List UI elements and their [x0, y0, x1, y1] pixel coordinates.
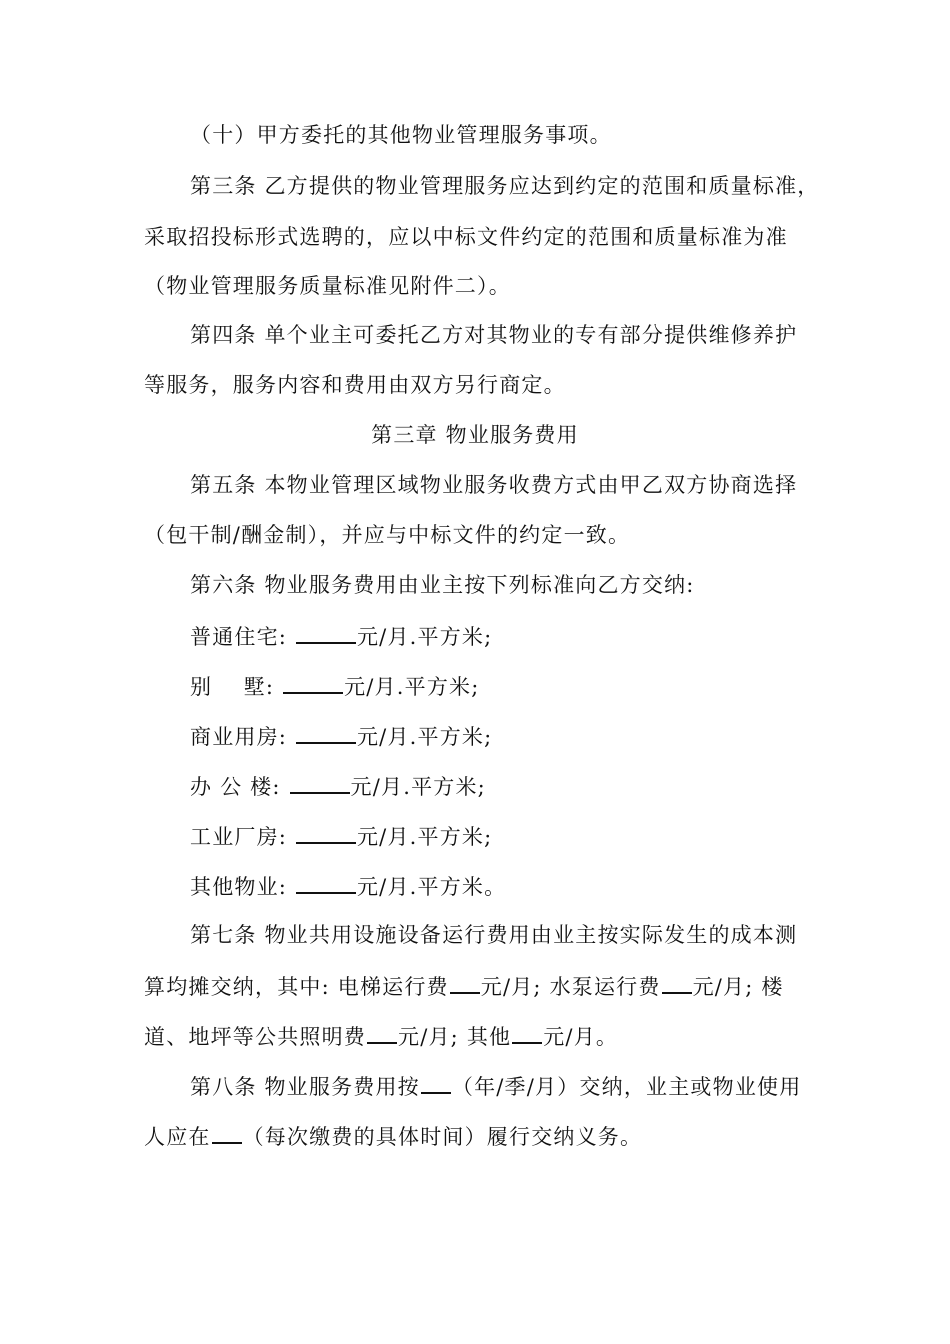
rate-unit: 元/月.平方米; [356, 725, 493, 749]
rate-row-villa [190, 670, 870, 702]
article-4-line-2: 等服务，服务内容和费用由双方另行商定。 [144, 373, 566, 397]
article-5-line-2: （包干制/酬金制），并应与中标文件的约定一致。 [144, 523, 631, 547]
text-span: 元/月。 [543, 1025, 619, 1049]
chapter-heading: 第三章 物业服务费用 [371, 423, 579, 447]
text-span: 元/月; 水泵运行费 [480, 975, 661, 999]
text-span: 道、地坪等公共照明费 [144, 1025, 366, 1049]
fill-blank[interactable] [296, 620, 356, 644]
article-7-line-2 [144, 970, 824, 1002]
article-7-line-3 [144, 1020, 824, 1052]
fill-blank[interactable] [296, 720, 356, 744]
rate-unit: 元/月.平方米; [344, 675, 480, 699]
rate-row-other [190, 870, 870, 902]
fill-blank[interactable] [662, 970, 692, 994]
clause-item-10: （十）甲方委托的其他物业管理服务事项。 [190, 123, 612, 147]
fill-blank[interactable] [283, 670, 343, 694]
rate-unit: 元/月.平方米; [350, 775, 486, 799]
fill-blank[interactable] [512, 1020, 542, 1044]
rate-row-industrial [190, 820, 870, 852]
article-8-line-1 [190, 1070, 870, 1102]
rate-label: 商业用房: [190, 725, 288, 749]
fill-blank[interactable] [212, 1120, 242, 1144]
article-4-line-1: 第四条 单个业主可委托乙方对其物业的专有部分提供维修养护 [190, 323, 798, 347]
fill-blank[interactable] [450, 970, 480, 994]
rate-label: 普通住宅: [190, 625, 288, 649]
text-span: 元/月; 其他 [398, 1025, 512, 1049]
article-3-line-2: 采取招投标形式选聘的，应以中标文件约定的范围和质量标准为准 [144, 225, 788, 249]
rate-unit: 元/月.平方米; [356, 625, 493, 649]
text-span: 人应在 [144, 1125, 211, 1149]
fill-blank[interactable] [296, 870, 356, 894]
rate-label: 别 墅: [190, 675, 275, 699]
fill-blank[interactable] [290, 770, 350, 794]
article-7-line-1: 第七条 物业共用设施设备运行费用由业主按实际发生的成本测 [190, 923, 798, 947]
text-span: 第八条 物业服务费用按 [190, 1075, 420, 1099]
article-8-line-2 [144, 1120, 824, 1152]
article-6-line-1: 第六条 物业服务费用由业主按下列标准向乙方交纳: [190, 573, 695, 597]
text-span: 元/月; 楼 [692, 975, 784, 999]
text-span: 算均摊交纳，其中: 电梯运行费 [144, 975, 449, 999]
article-5-line-1: 第五条 本物业管理区域物业服务收费方式由甲乙双方协商选择 [190, 473, 798, 497]
rate-row-office [190, 770, 870, 802]
article-3-line-1: 第三条 乙方提供的物业管理服务应达到约定的范围和质量标准， [190, 174, 820, 198]
rate-unit: 元/月.平方米; [356, 825, 493, 849]
fill-blank[interactable] [421, 1070, 451, 1094]
fill-blank[interactable] [367, 1020, 397, 1044]
article-3-line-3: （物业管理服务质量标准见附件二）。 [144, 274, 511, 298]
rate-row-residential [190, 620, 870, 652]
rate-label: 工业厂房: [190, 825, 288, 849]
rate-row-commercial [190, 720, 870, 752]
text-span: （年/季/月）交纳，业主或物业使用 [451, 1075, 802, 1099]
rate-unit: 元/月.平方米。 [356, 875, 507, 899]
rate-label: 办 公 楼: [190, 775, 281, 799]
rate-label: 其他物业: [190, 875, 288, 899]
fill-blank[interactable] [296, 820, 356, 844]
text-span: （每次缴费的具体时间）履行交纳义务。 [242, 1125, 643, 1149]
